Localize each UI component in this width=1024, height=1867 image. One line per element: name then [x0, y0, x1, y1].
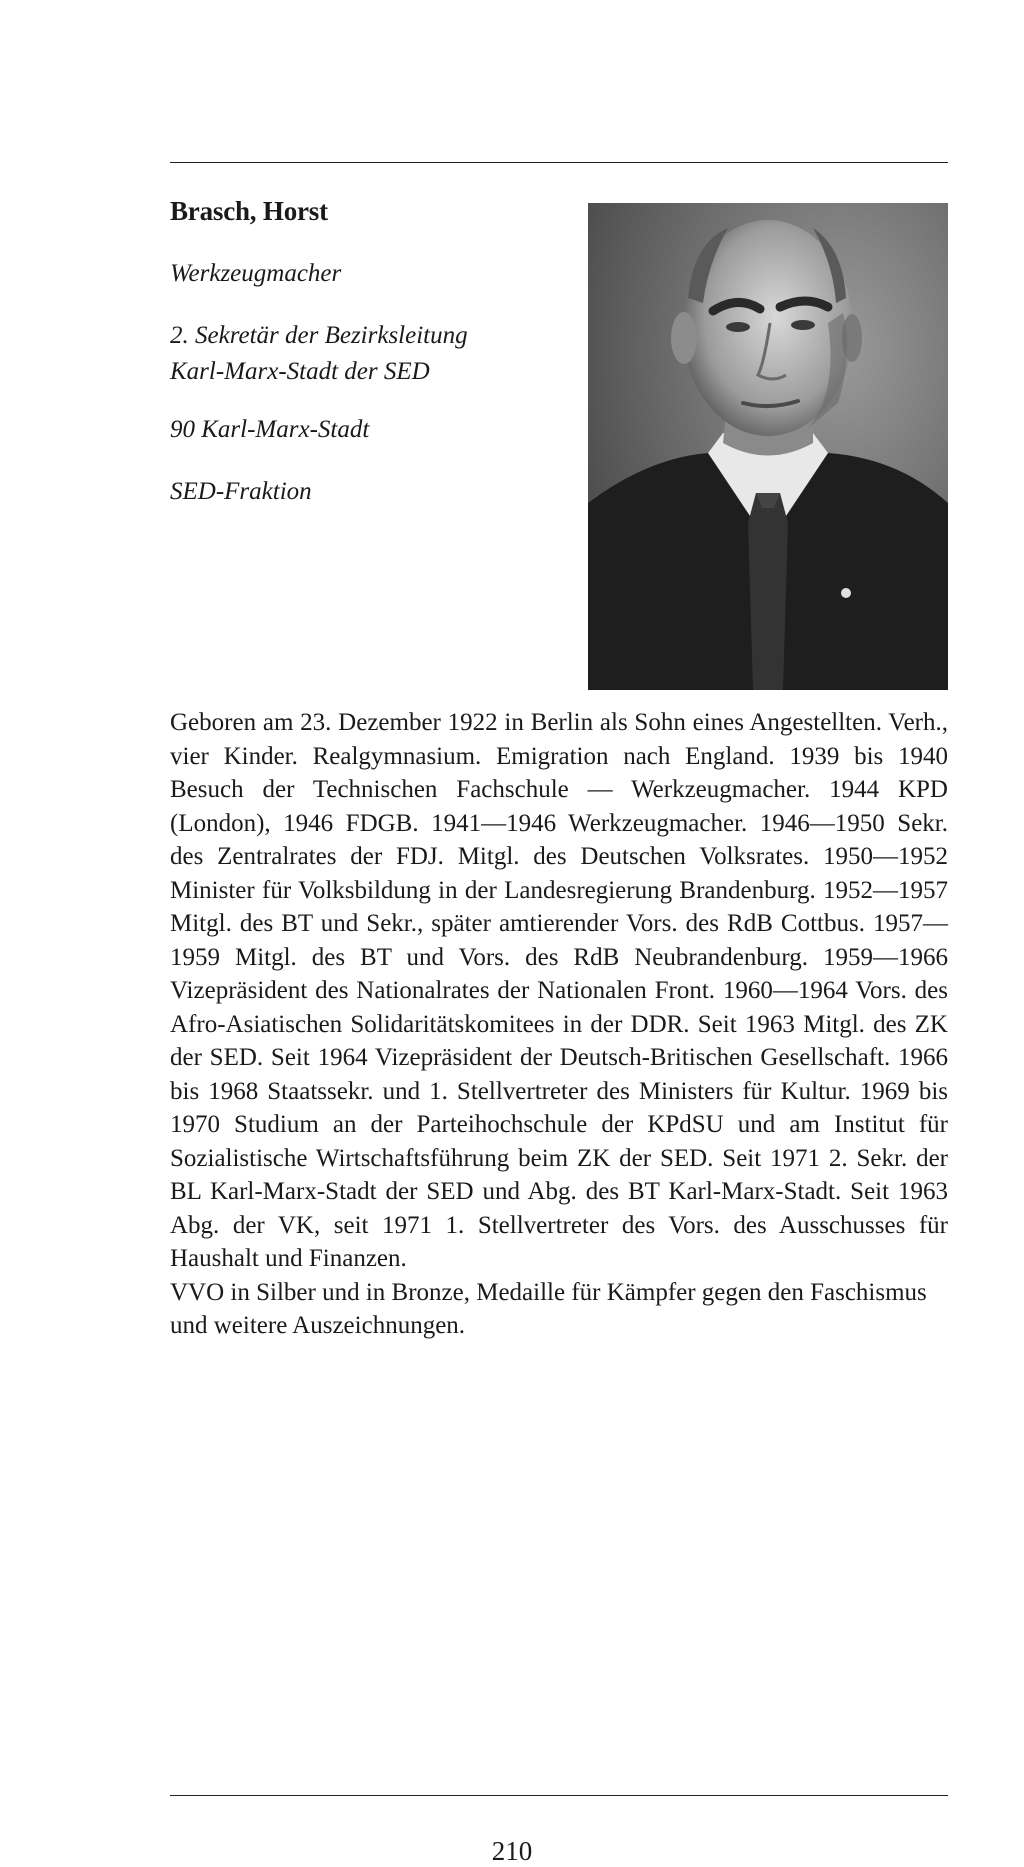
entry-position-line1: 2. Sekretär der Bezirksleitung	[170, 322, 468, 349]
portrait-photo	[588, 203, 948, 690]
entry-address: 90 Karl-Marx-Stadt	[170, 416, 370, 443]
biography-text: Geboren am 23. Dezember 1922 in Berlin als Sohn eines Angestellten. Verh., vier Kinder. Realgymnasium. Emigration nach England. 1939 bis 1940 Besuch der Technischen Fachschule — Werkzeugmacher. 1944 KPD (London), 1946 FDGB. 1941—1946 Werkzeugmacher. 1946—1950 Sekr. des Zentralrates der FDJ. Mitgl. des Deutschen Volksrates. 1950—1952 Minister für Volksbildung in der Landesregierung Brandenburg. 1952—1957 Mitgl. des BT und Sekr., später amtierender Vors. des RdB Cottbus. 1957—1959 Mitgl. des BT und Vors. des RdB Neubrandenburg. 1959—1966 Vizepräsident des Nationalrates der Nationalen Front. 1960—1964 Vors. des Afro-Asiatischen Solidaritätskomitees in der DDR. Seit 1963 Mitgl. des ZK der SED. Seit 1964 Vizepräsident der Deutsch-Britischen Gesellschaft. 1966 bis 1968 Staatssekr. und 1. Stellvertreter des Ministers für Kultur. 1969 bis 1970 Studium an der Parteihochschule der KPdSU und am Institut für Sozialistische Wirtschaftsführung beim ZK der SED. Seit 1971 2. Sekr. der BL Karl-Marx-Stadt der SED und Abg. des BT Karl-Marx-Stadt. Seit 1963 Abg. der VK, seit 1971 1. Stellvertreter des Vors. des Ausschusses für Haushalt und Finanzen.	[170, 709, 948, 1272]
biography	[170, 706, 948, 1343]
entry-position	[170, 318, 468, 390]
portrait-illustration	[588, 203, 948, 690]
awards-text: VVO in Silber und in Bronze, Medaille für Kämpfer gegen den Faschismus und weitere Auszeichnungen.	[170, 1278, 927, 1339]
entry-faction: SED-Fraktion	[170, 478, 312, 505]
top-rule	[170, 162, 948, 163]
bottom-rule	[170, 1795, 948, 1796]
entry-name: Brasch, Horst	[170, 196, 328, 226]
entry-position-line2: Karl-Marx-Stadt der SED	[170, 358, 430, 385]
entry-occupation: Werkzeugmacher	[170, 260, 342, 287]
page-number: 210	[491, 1836, 533, 1866]
